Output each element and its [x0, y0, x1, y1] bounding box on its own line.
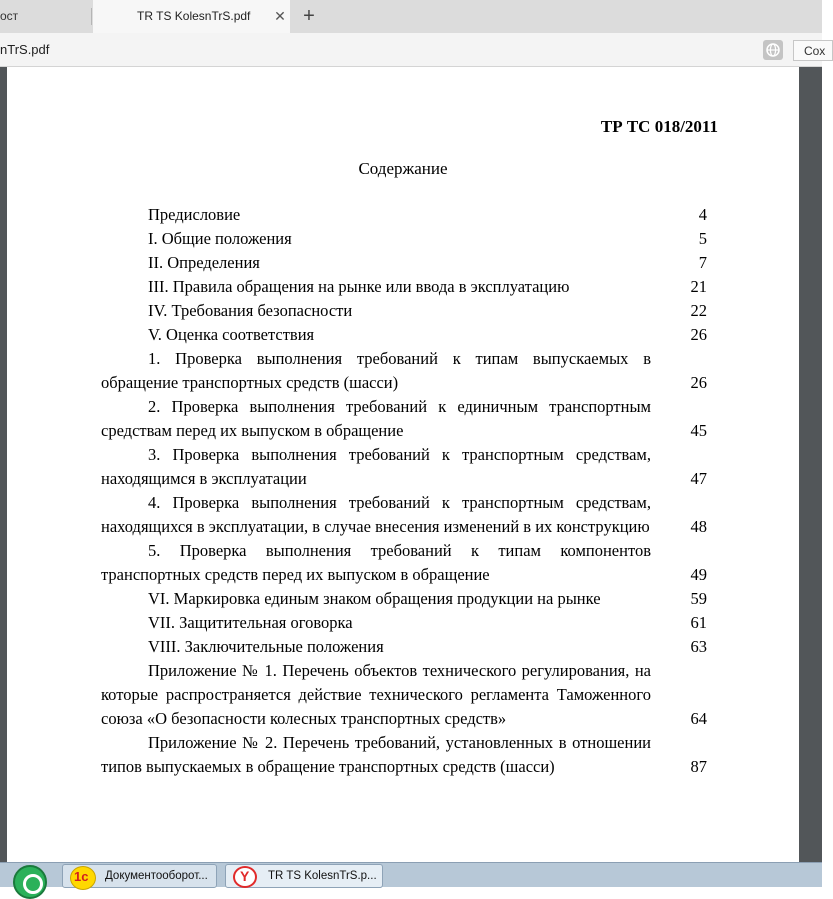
address-bar [0, 33, 826, 67]
yandex-browser-icon [233, 866, 257, 888]
toc-entry-text: VII. Защитительная оговорка [148, 613, 353, 632]
toc-entry[interactable] [101, 227, 707, 251]
toc-entry[interactable] [101, 635, 707, 659]
toc-entry[interactable] [101, 299, 707, 323]
toc-title: Содержание [358, 159, 448, 178]
toc-entry-page: 87 [690, 757, 707, 776]
toc-entry-page: 64 [690, 709, 707, 728]
toc-entry-text: I. Общие положения [148, 229, 292, 248]
document-code: ТР ТС 018/2011 [600, 117, 718, 136]
toc-entry[interactable] [101, 203, 707, 227]
toc-entry[interactable] [101, 347, 707, 395]
toc-entry[interactable] [101, 275, 707, 299]
toc-entry-page: 48 [690, 517, 707, 536]
toc-entry-text: 5. Проверка выполнения требований к типам компонентов транспортных средств перед их выпуском в обращение [101, 541, 651, 584]
toc-entry-text: II. Определения [148, 253, 260, 272]
taskbar-item-pdf[interactable] [225, 864, 383, 888]
toc-entry-page: 26 [690, 373, 707, 392]
taskbar-item-label: Документооборот... [105, 870, 208, 882]
start-button[interactable] [13, 865, 47, 899]
toc-entry-page: 45 [690, 421, 707, 440]
new-tab-button[interactable]: + [303, 5, 315, 27]
toc-entry-page: 5 [698, 229, 707, 248]
close-tab-icon[interactable]: ✕ [274, 8, 286, 24]
taskbar-item-docflow[interactable] [62, 864, 217, 888]
toc-entry-page: 63 [690, 637, 707, 656]
url-field[interactable]: nTrS.pdf [0, 42, 50, 57]
toc-entry-text: 3. Проверка выполнения требований к транспортным средствам, находящимся в эксплуатации [101, 445, 651, 488]
toc-entry-page: 61 [690, 613, 707, 632]
toc-entry-text: Приложение № 2. Перечень требований, установленных в отношении типов выпускаемых в обращение транспортных средств (шасси) [101, 733, 651, 776]
tab-active-pdf[interactable] [93, 0, 290, 33]
toc-entry-text: Приложение № 1. Перечень объектов технического регулирования, на которые распространяется действие технического регламента Таможенного союза «О безопасности колесных транспортных средств» [101, 661, 651, 728]
toc-entry[interactable] [101, 251, 707, 275]
toc-entry[interactable] [101, 491, 707, 539]
tab-strip [0, 0, 822, 33]
pdf-page [7, 67, 799, 887]
tab-separator [91, 8, 92, 25]
toc-entry-page: 59 [690, 589, 707, 608]
toc-entry-text: III. Правила обращения на рынке или ввода в эксплуатацию [148, 277, 570, 296]
toc-entry[interactable] [101, 443, 707, 491]
toc-entry-text: VIII. Заключительные положения [148, 637, 384, 656]
toc-entry-text: VI. Маркировка единым знаком обращения продукции на рынке [148, 589, 601, 608]
toc-entry-text: Предисловие [148, 205, 241, 224]
taskbar [0, 862, 822, 887]
tab-previous-label: ост [0, 9, 19, 23]
toc-entry-page: 22 [690, 301, 707, 320]
toc-entry-text: 2. Проверка выполнения требований к единичным транспортным средствам перед их выпуском в обращение [101, 397, 651, 440]
table-of-contents [101, 203, 707, 779]
taskbar-item-label: TR TS KolesnTrS.p... [268, 870, 377, 882]
toc-entry-page: 4 [698, 205, 707, 224]
1c-icon [70, 866, 96, 890]
toc-entry-page: 26 [690, 325, 707, 344]
toc-entry[interactable] [101, 611, 707, 635]
toc-entry-page: 49 [690, 565, 707, 584]
toc-entry[interactable] [101, 323, 707, 347]
toc-entry[interactable] [101, 395, 707, 443]
toc-entry-page: 21 [690, 277, 707, 296]
toc-entry-text: IV. Требования безопасности [148, 301, 353, 320]
toc-entry-text: V. Оценка соответствия [148, 325, 315, 344]
toc-entry[interactable] [101, 731, 707, 779]
toc-entry-page: 47 [690, 469, 707, 488]
toc-entry-text: 1. Проверка выполнения требований к типам выпускаемых в обращение транспортных средств (шасси) [101, 349, 651, 392]
protect-globe-icon[interactable] [763, 40, 783, 60]
toc-entry[interactable] [101, 539, 707, 587]
save-button[interactable]: Сох [793, 40, 833, 61]
toc-entry-text: 4. Проверка выполнения требований к транспортным средствам, находящихся в эксплуатации, в случае внесения изменений в их конструкцию [101, 493, 651, 536]
toc-entry-page: 7 [698, 253, 707, 272]
tab-previous[interactable] [0, 0, 92, 33]
toc-entry[interactable] [101, 659, 707, 731]
pdf-viewer[interactable] [0, 67, 822, 862]
toc-entry[interactable] [101, 587, 707, 611]
tab-active-label: TR TS KolesnTrS.pdf [137, 9, 251, 23]
